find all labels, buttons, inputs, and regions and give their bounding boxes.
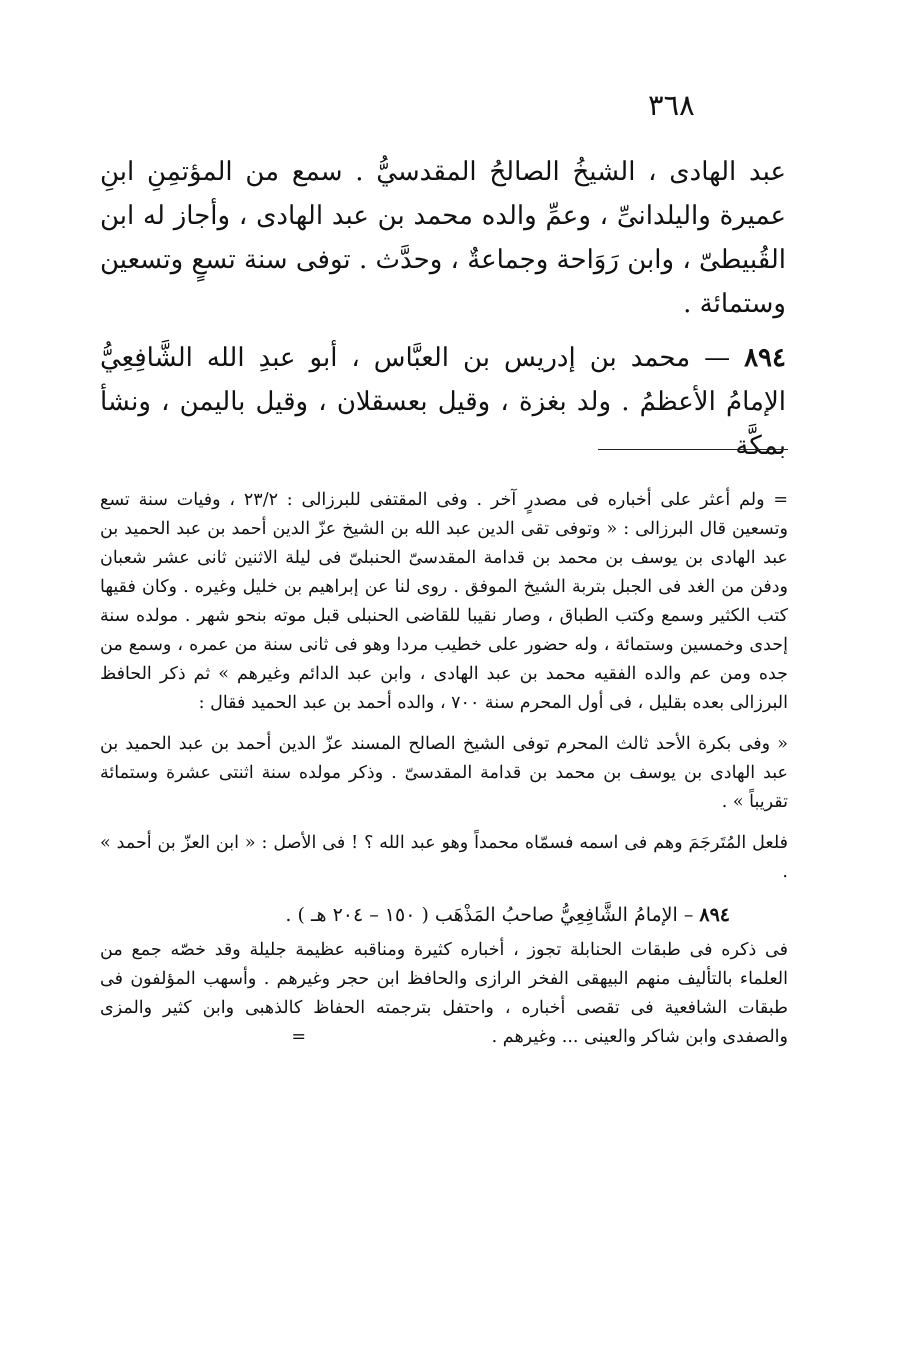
footnote-line: = ولم أعثر على أخباره فى مصدرٍ آخر . وفى المقتفى للبرزالى : ٢٣/٢ ، وفيات سنة تسع: [100, 490, 788, 510]
main-line: واليلدانىِّ ، وعمِّ والده محمد بن عبد الهادى ، وأجاز له ابن القُبيطىّ ،: [100, 201, 786, 275]
main-line: وابن رَوَاحة وجماعةٌ ، وحدَّث . توفى سنة تسعٍ وتسعين وستمائة .: [100, 245, 786, 319]
footnote-block-1: [100, 486, 788, 718]
footnote-line: قبل موته بنحو شهر . مولده سنة إحدى وخمسين وستمائة ، وله حضور على خطيب مردا: [100, 606, 788, 655]
footnote-line: فلعل المُتَرجَمَ وهم فى اسمه فسمّاه محمداً وهو عبد الله ؟ ! فى الأصل : « ابن: [215, 833, 788, 853]
footnote-line: وهو فى ثانى سنة من عمره ، وسمع من جده ومن عم والده الفقيه محمد بن عبد الهادى ،: [100, 635, 788, 684]
footnote-separator: [598, 449, 788, 450]
sub-heading-text: – الإمامُ الشَّافِعِيُّ صاحبُ المَذْهَب ( ١٥٠ – ٢٠٤ هـ ) .: [285, 904, 700, 926]
footnote-line: اثنتى عشرة وستمائة تقريباً » .: [100, 763, 788, 812]
continuation-mark: =: [291, 1027, 307, 1047]
footnote-line: المؤلفون فى طبقات الشافعية فى تقصى أخباره ، واحتفل بترجمته الحفاظ كالذهبى وابن: [100, 969, 788, 1018]
footnote-line: وابن عبد الدائم وغيرهم » ثم ذكر الحافظ البرزالى بعده بقليل ، فى أول المحرم سنة ٧٠٠ ،: [100, 664, 788, 713]
page-number: ٣٦٨: [648, 88, 695, 122]
footnote-line: العزّ بن أحمد » .: [100, 833, 788, 882]
main-line: — محمد بن إدريس بن العبَّاس ، أبو عبدِ الله الشَّافِعِيُّ: [100, 343, 745, 373]
footnote-line: وتسعين قال البرزالى : « وتوفى تقى الدين عبد الله بن الشيخ عزّ الدين أحمد بن: [207, 519, 788, 539]
footnote-line: عبد الحميد بن عبد الهادى بن يوسف بن محمد بن قدامة المقدسىّ الحنبلىّ فى ليلة الاثنين: [100, 519, 788, 568]
footnote-line: فى ذكره فى طبقات الحنابلة تجوز ، أخباره كثيرة ومناقبه عظيمة جليلة وقد خصّه: [170, 940, 788, 960]
footnote-line: « وفى بكرة الأحد ثالث المحرم توفى الشيخ الصالح المسند عزّ الدين أحمد بن: [210, 734, 788, 754]
footnote-block-3: [100, 829, 788, 887]
sub-entry-number: ٨٩٤: [699, 904, 730, 926]
footnote-block-2: [100, 730, 788, 817]
footnote-line: عبد الحميد بن عبد الهادى بن يوسف بن محمد بن قدامة المقدسىّ . وذكر مولده سنة: [100, 734, 788, 783]
footnote-block-4: [100, 936, 788, 1052]
entry-number: ٨٩٤: [744, 343, 786, 373]
footnote-line: خليل وغيره . وكان فقيها كتب الكثير وسمع وكتب الطباق ، وصار نقيبا للقاضى الحنبلى: [100, 577, 788, 626]
main-text: [100, 150, 786, 468]
footnote-line: ثانى عشر شعبان ودفن من الغد فى الجبل بتربة الشيخ الموفق . روى لنا عن إبراهيم بن: [100, 548, 789, 597]
footnote-line: جمع من العلماء بالتأليف منهم البيهقى الفخر الرازى والحافظ ابن حجر وغيرهم . وأسهب: [100, 940, 788, 989]
footnotes: [100, 486, 788, 1052]
main-line: الإمامُ الأعظمُ . ولد بغزة ، وقيل بعسقلان ، وقيل باليمن ، ونشأ بمكَّة: [100, 387, 786, 461]
footnote-line: والده أحمد بن عبد الحميد فقال :: [198, 693, 435, 713]
main-line: عبد الهادى ، الشيخُ الصالحُ المقدسيُّ . سمع من المؤتمِنِ ابنِ عميرة: [100, 157, 786, 231]
footnote-sub-heading: [100, 901, 788, 930]
footnote-line: كثير والمزى والصفدى وابن شاكر والعينى ... وغيرهم .: [100, 998, 788, 1047]
main-paragraph-1: [100, 150, 786, 326]
